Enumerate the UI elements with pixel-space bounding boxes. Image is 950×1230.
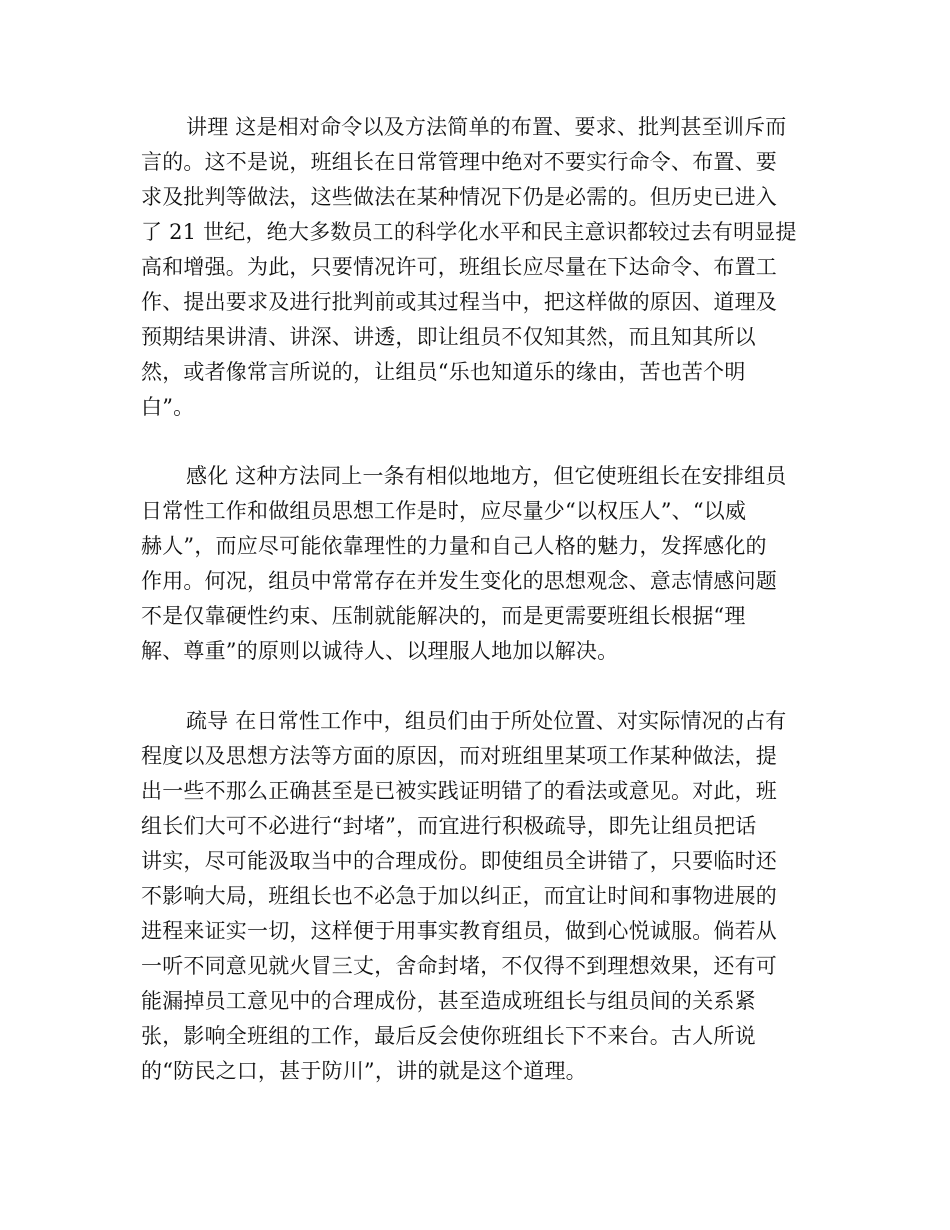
paragraph-line: 程度以及思想方法等方面的原因，而对班组里某项工作某种做法，提 xyxy=(141,744,777,768)
paragraph-line: 高和增强。为此，只要情况许可，班组长应尽量在下达命令、布置工 xyxy=(141,255,777,279)
paragraph-line: 然，或者像常言所说的，让组员“乐也知道乐的缘由，苦也苦个明 xyxy=(141,360,746,384)
paragraph-line: 作用。何况，组员中常常存在并发生变化的思想观念、意志情感问题 xyxy=(141,569,777,593)
paragraph-line: 作、提出要求及进行批判前或其过程当中，把这样做的原因、道理及 xyxy=(141,290,777,314)
paragraph-line: 不影响大局，班组长也不必急于加以纠正，而宜让时间和事物进展的 xyxy=(141,884,777,908)
paragraph-line: 一听不同意见就火冒三丈，舍命封堵，不仅得不到理想效果，还有可 xyxy=(141,954,777,978)
paragraph-line: 言的。这不是说，班组长在日常管理中绝对不要实行命令、布置、要 xyxy=(141,150,777,174)
paragraph-line: 组长们大可不必进行“封堵”，而宜进行积极疏导，即先让组员把话 xyxy=(141,814,757,838)
paragraph-influence xyxy=(141,459,811,669)
paragraph-line: 求及批判等做法，这些做法在某种情况下仍是必需的。但历史已进入 xyxy=(141,185,777,209)
paragraph-line: 的“防民之口，甚于防川”，讲的就是这个道理。 xyxy=(141,1059,587,1083)
paragraph-line: 张，影响全班组的工作，最后反会使你班组长下不来台。古人所说 xyxy=(141,1024,756,1048)
paragraph-line: 进程来证实一切，这样便于用事实教育组员，做到心悦诚服。倘若从 xyxy=(141,919,777,943)
paragraph-line: 了 21 世纪，绝大多数员工的科学化水平和民主意识都较过去有明显提 xyxy=(141,220,797,244)
paragraph-line: 能漏掉员工意见中的合理成份，甚至造成班组长与组员间的关系紧 xyxy=(141,989,756,1013)
paragraph-line: 讲理 这是相对命令以及方法简单的布置、要求、批判甚至训斥而 xyxy=(186,115,787,139)
paragraph-line: 疏导 在日常性工作中，组员们由于所处位置、对实际情况的占有 xyxy=(186,709,787,733)
paragraph-line: 感化 这种方法同上一条有相似地地方，但它使班组长在安排组员 xyxy=(186,464,787,488)
paragraph-line: 赫人”，而应尽可能依靠理性的力量和自己人格的魅力，发挥感化的 xyxy=(141,534,767,558)
paragraph-line: 白”。 xyxy=(141,395,195,419)
paragraph-line: 日常性工作和做组员思想工作是时，应尽量少“以权压人”、“以威 xyxy=(141,499,747,523)
paragraph-guidance xyxy=(141,704,811,1089)
paragraph-line: 解、尊重”的原则以诚待人、以理服人地加以解决。 xyxy=(141,639,619,663)
paragraph-reasoning xyxy=(141,110,811,425)
paragraph-line: 不是仅靠硬性约束、压制就能解决的，而是更需要班组长根据“理 xyxy=(141,604,746,628)
paragraph-line: 出一些不那么正确甚至是已被实践证明错了的看法或意见。对此，班 xyxy=(141,779,777,803)
paragraph-line: 讲实，尽可能汲取当中的合理成份。即使组员全讲错了，只要临时还 xyxy=(141,849,777,873)
paragraph-line: 预期结果讲清、讲深、讲透，即让组员不仅知其然，而且知其所以 xyxy=(141,325,756,349)
